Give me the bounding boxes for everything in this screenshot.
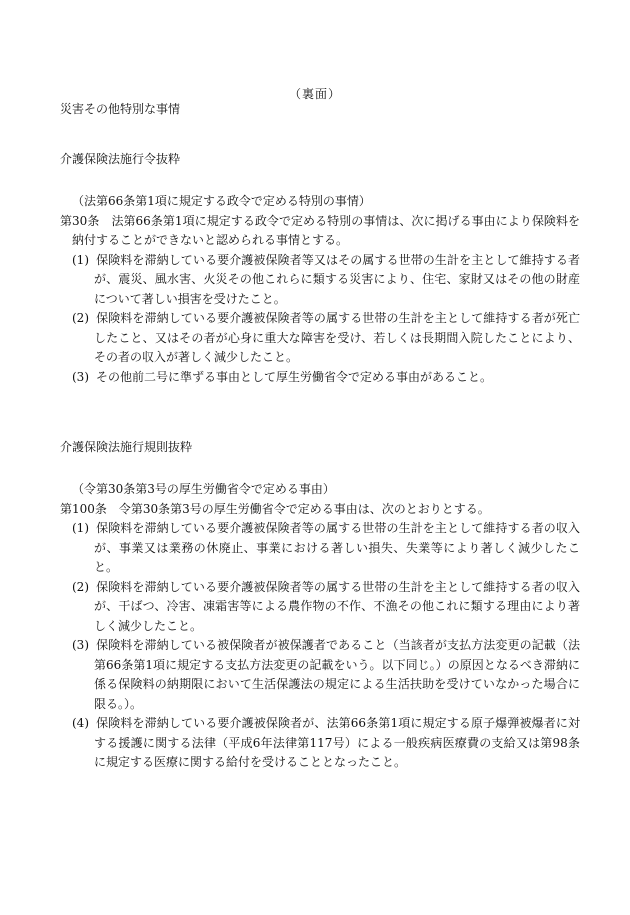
section1-item [60, 368, 580, 388]
item-number: (3) [72, 369, 89, 384]
section1-heading: 介護保険法施行令抜粋 [60, 152, 181, 166]
section2-heading: 介護保険法施行規則抜粋 [60, 440, 193, 454]
section1-item [60, 251, 580, 310]
item-number: (2) [72, 579, 89, 594]
item-number: (1) [72, 252, 89, 267]
item-number: (2) [72, 311, 89, 325]
item-text: 保険料を滞納している要介護被保険者が、法第66条第1項に規定する原子爆弾被爆者に対する援護に関する法律（平成6年法律第117号）による一般疾病医療費の支給又は第98条に規定する医療に関する給付を受けることとなったこと。 [94, 716, 580, 769]
item-text: 保険料を滞納している要介護被保険者等の属する世帯の生計を主として維持する者が死亡したこと、又はその者が心身に重大な障害を受け、若しくは長期間入院したことにより、その者の収入が著しく減少したこと。 [94, 311, 580, 364]
item-number: (1) [72, 521, 89, 535]
item-text: 保険料を滞納している被保険者が被保護者であること（当該者が支払方法変更の記載（法第66条第1項に規定する支払方法変更の記載をいう。以下同じ。）の原因となるべき滞納に係る保険料の納期限において生活保護法の規定による生活扶助を受けていなかった場合に限る。）。 [94, 638, 580, 711]
section1-article-body: 第30条 法第66条第1項に規定する政令で定める特別の事情は、次に掲げる事由により保険料を納付することができないと認められる事情とする。 [60, 213, 580, 247]
section2-article [60, 480, 580, 773]
section1-article-title: （法第66条第1項に規定する政令で定める特別の事情） [72, 194, 371, 208]
item-text: 保険料を滞納している要介護被保険者等の属する世帯の生計を主として維持する者の収入が、事業又は業務の休廃止、事業における著しい損失、失業等により著しく減少したこと。 [94, 521, 580, 574]
special-circumstance-heading: 災害その他特別な事情 [60, 102, 181, 116]
item-number: (3) [72, 638, 89, 652]
section2-article-body: 第100条 令第30条第3号の厚生労働省令で定める事由は、次のとおりとする。 [60, 501, 490, 516]
section2-item [60, 714, 580, 773]
section2-item [60, 578, 580, 637]
section2-article-title: （令第30条第3号の厚生労働省令で定める事由） [72, 482, 335, 496]
item-text: 保険料を滞納している要介護被保険者等又はその属する世帯の生計を主として維持する者が、震災、風水害、火災その他これらに類する災害により、住宅、家財又はその他の財産について著しい損害を受けたこと。 [94, 252, 580, 306]
section2-item [60, 636, 580, 714]
page-side-label: （裏面） [288, 87, 341, 101]
item-number: (4) [72, 716, 89, 730]
item-text: その他前二号に準ずる事由として厚生労働省令で定める事由があること。 [96, 369, 493, 384]
section1-item [60, 309, 580, 368]
item-text: 保険料を滞納している要介護被保険者等の属する世帯の生計を主として維持する者の収入が、干ばつ、冷害、凍霜害等による農作物の不作、不漁その他これに類する理由により著しく減少したこと。 [94, 579, 580, 633]
section1-article [60, 192, 580, 387]
section2-item [60, 519, 580, 578]
